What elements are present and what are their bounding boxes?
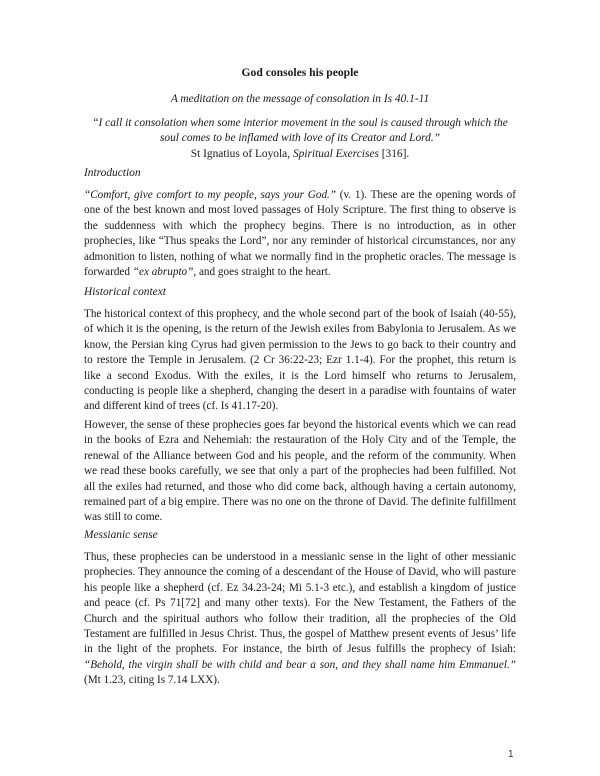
document-subtitle: A meditation on the message of consolation in Is 40.1-11 bbox=[170, 93, 430, 105]
page-number: 1 bbox=[508, 749, 514, 760]
intro-text-a: (v. 1). These are the opening words of one of the best known and most loved passages of Holy Scripture. The first thing to observe is the suddenness with which the prophecy begins. There is no introduction, as in other prophecies, like “Thus speaks the Lord”, nor any reminder of historical circumstances, nor any admonition to listen, nothing of what we normally find in the prophetic oracles. The message is forwarded bbox=[84, 189, 516, 279]
epigraph-quote: “I call it consolation when some interior movement in the soul is caused through which the soul comes to be inflamed with love of its Creator and Lord.” bbox=[92, 117, 508, 145]
section-heading-introduction: Introduction bbox=[84, 167, 141, 179]
attribution-ref: [316]. bbox=[378, 148, 410, 160]
document-title: God consoles his people bbox=[241, 66, 359, 79]
ex-abrupto-term: “ex abrupto” bbox=[132, 266, 194, 279]
paragraph-historical-1: The historical context of this prophecy, and the whole second part of the book of Isaiah (40-55), of which it is the opening, is the return of the Jewish exiles from Babylonia to Jerusalem. As we know, the Persian king Cyrus had given permission to the Jews to go back to their country and to restore the Temple in Jerusalem. (2 Cr 36:22-23; Ezr 1.1-4). For the prophet, this return is like a second Exodus. With the exiles, it is the Lord himself who returns to Jerusalem, conducting is people like a shepherd, changing the desert in a paradise with fountains of water and different kind of trees (cf. Is 41.17-20). bbox=[84, 308, 516, 413]
paragraph-introduction bbox=[84, 188, 516, 280]
attribution-author: St Ignatius of Loyola, bbox=[190, 148, 293, 160]
opening-quote: “Comfort, give comfort to my people, says your God.” bbox=[84, 189, 337, 201]
intro-text-b: , and goes straight to the heart. bbox=[193, 266, 331, 279]
messianic-text-a: Thus, these prophecies can be understood in a messianic sense in the light of other messianic prophecies. They announce the coming of a descendant of the House of David, who will pasture his people like a shepherd (cf. Ez 34.23-24; Mi 5.1-3 etc.), and establish a kingdom of justice and peace (cf. Ps 71[72] and many other texts). For the New Testament, the Fathers of the Church and the spiritual authors who follow their tradition, all the prophecies of the Old Testament are fulfilled in Jesus Christ. Thus, the gospel of Matthew present events of Jesus’ life in the light of the prophets. For instance, the birth of Jesus fulfills the prophecy of Isiah: bbox=[84, 551, 516, 656]
epigraph-attribution bbox=[0, 147, 600, 162]
messianic-text-b: (Mt 1.23, citing Is 7.14 LXX). bbox=[84, 674, 220, 687]
paragraph-messianic bbox=[84, 550, 516, 689]
attribution-work: Spiritual Exercises bbox=[292, 148, 379, 160]
section-heading-historical-context: Historical context bbox=[84, 286, 166, 298]
section-heading-messianic-sense: Messianic sense bbox=[84, 529, 158, 541]
emmanuel-quote: “Behold, the virgin shall be with child and bear a son, and they shall name him Emmanuel.” bbox=[84, 658, 516, 671]
paragraph-historical-2: However, the sense of these prophecies goes far beyond the historical events which we can read in the books of Ezra and Nehemiah: the restauration of the Holy City and of the Temple, the renewal of the Alliance between God and his people, and the reform of the community. When we read these books carefully, we see that only a part of the prophecies had been fulfilled. Not all the exiles had returned, and those who did come back, although having a certain autonomy, remained part of a big empire. There was no one on the throne of David. The definite fulfillment was still to come. bbox=[84, 419, 516, 524]
